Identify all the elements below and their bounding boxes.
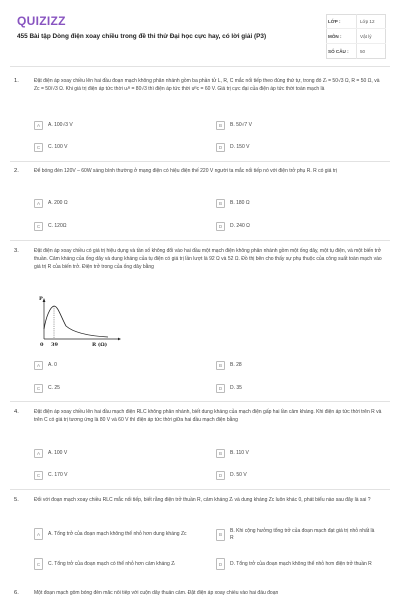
option-a[interactable] — [34, 121, 73, 130]
option-d[interactable] — [216, 471, 247, 480]
question-number: 4. — [14, 409, 19, 415]
x-axis-label: R (Ω) — [92, 342, 108, 347]
option-text: B. 180 Ω — [230, 200, 250, 207]
document-title: 455 Bài tập Dòng điện xoay chiều trong đề thi thử Đại học cực hay, có lời giải (P3) — [17, 33, 267, 40]
option-letter-box[interactable]: C — [34, 143, 43, 152]
origin-label: 0 — [40, 342, 44, 347]
question-text: Đặt điện áp xoay chiều lên hai đầu mạch điện RLC không phân nhánh, biết dung kháng của mạch điện gấp hai lần cảm kháng. Khi điện áp tức thời trên R và trên C có giá trị tương ứng là 80 V và 60 V thì điện áp tức thời giữa hai đầu mạch điện bằng — [34, 409, 382, 423]
option-text: B. Khi cộng hưởng tổng trở của đoạn mạch đạt giá trị nhỏ nhất là R — [230, 528, 375, 541]
meta-table — [326, 14, 386, 59]
meta-value: Vật lý — [360, 33, 372, 39]
question-number: 1. — [14, 78, 19, 84]
meta-row-subject — [326, 29, 386, 44]
option-c[interactable] — [34, 143, 67, 152]
question-number: 2. — [14, 168, 19, 174]
option-letter-box[interactable]: B — [216, 449, 225, 458]
option-letter-box[interactable]: A — [34, 449, 43, 458]
question-number: 6. — [14, 590, 19, 596]
option-letter-box[interactable]: D — [216, 143, 225, 152]
option-text: D. 240 Ω — [230, 223, 250, 230]
option-letter-box[interactable]: A — [34, 121, 43, 130]
option-letter-box[interactable]: B — [216, 361, 225, 370]
option-text: D. 50 V — [230, 472, 247, 479]
option-text: C. 170 V — [48, 472, 68, 479]
option-letter-box[interactable]: B — [216, 199, 225, 208]
option-text: B. 50√7 V — [230, 122, 252, 129]
option-text: A. Tổng trở của đoạn mạch không thể nhỏ hơn dung kháng Zᴄ — [48, 530, 187, 537]
option-b[interactable] — [216, 121, 252, 130]
option-b[interactable] — [216, 361, 242, 370]
option-text: B. 110 V — [230, 450, 249, 457]
option-text: D. Tổng trở của đoạn mạch không thể nhỏ hơn điện trở thuần R — [230, 560, 372, 567]
option-letter-box[interactable]: D — [216, 558, 225, 570]
question-number: 5. — [14, 497, 19, 503]
option-text: A. 100√3 V — [48, 122, 73, 129]
option-text: C. 100 V — [48, 144, 68, 151]
option-c[interactable] — [34, 384, 60, 393]
option-d[interactable] — [216, 222, 250, 231]
option-b[interactable] — [216, 199, 250, 208]
header-divider — [10, 66, 390, 67]
question-text: Một đoạn mạch gồm bóng đèn mắc nối tiếp với cuộn dây thuần cảm. Đặt điện áp xoay chiều vào hai đầu đoạn — [34, 590, 279, 596]
option-d[interactable] — [216, 143, 249, 152]
option-text: A. 0 — [48, 362, 57, 369]
option-a[interactable] — [34, 361, 57, 370]
question-divider — [10, 240, 390, 241]
question-divider — [10, 401, 390, 402]
option-text: C. Tổng trở của đoạn mạch có thể nhỏ hơn cảm kháng Zₗ — [48, 560, 176, 567]
option-letter-box[interactable]: B — [216, 121, 225, 130]
question-divider — [10, 161, 390, 162]
option-text: D. 35 — [230, 385, 242, 392]
option-text: D. 150 V — [230, 144, 250, 151]
option-letter-box[interactable]: A — [34, 199, 43, 208]
option-a[interactable] — [34, 449, 67, 458]
question-text: Đặt điện áp xoay chiều có giá trị hiệu dụng và tần số không đổi vào hai đầu một mạch điện không phân nhánh gồm một ống dây, một tụ điện, và một biến trở thuần. Cảm kháng của ống dây và dung kháng của tụ điện có giá trị lần lượt là 92 Ω và 52 Ω. Đồ thị bên cho thấy sự phụ thuộc của công suất toàn mạch vào giá trị R của biến trở. Điện trở trong của ống dây bằng — [34, 248, 382, 270]
option-text: B. 28 — [230, 362, 242, 369]
option-b[interactable] — [216, 449, 249, 458]
meta-row-grade — [326, 14, 386, 29]
meta-label: LỚP : — [328, 18, 341, 24]
option-text: C. 120Ω — [48, 223, 67, 230]
option-letter-box[interactable]: C — [34, 558, 43, 570]
option-letter-box[interactable]: C — [34, 222, 43, 231]
power-vs-resistance-graph — [34, 295, 124, 347]
option-d[interactable] — [216, 384, 242, 393]
option-letter-box[interactable]: A — [34, 361, 43, 370]
option-c[interactable] — [34, 558, 204, 570]
option-letter-box[interactable]: C — [34, 471, 43, 480]
option-d[interactable] — [216, 558, 386, 570]
question-text: Đặt điện áp xoay chiều lên hai đầu đoạn mạch không phân nhánh gồm ba phần tử L, R, C mắc nối tiếp theo đúng thứ tự, trong đó Zₗ = 50√3 Ω, R = 50 Ω, và Zᴄ = 50/√3 Ω. Khi giá trị điện áp tức thời uₗᴿ = 80√3 thì điện áp tức thời uᴿᴄ = 60 V. Giá trị cực đại của điện áp tức thời toàn mạch là — [34, 78, 380, 92]
option-a[interactable] — [34, 528, 204, 540]
option-letter-box[interactable]: A — [34, 528, 43, 540]
option-a[interactable] — [34, 199, 68, 208]
question-text: Để bóng đèn 120V – 60W sáng bình thường ở mạng điện có hiệu điện thế 220 V người ta mắc nối tiếp nó với điện trở phụ R. R có giá trị — [34, 168, 337, 174]
question-number: 3. — [14, 248, 19, 254]
option-letter-box[interactable]: D — [216, 471, 225, 480]
x-axis-arrow — [118, 338, 121, 341]
option-c[interactable] — [34, 222, 66, 231]
option-b[interactable] — [216, 528, 386, 541]
option-letter-box[interactable]: D — [216, 222, 225, 231]
option-text: A. 100 V — [48, 450, 68, 457]
document-header — [0, 0, 400, 64]
option-text: C. 25 — [48, 385, 60, 392]
option-letter-box[interactable]: B — [216, 529, 225, 541]
question-divider — [10, 489, 390, 490]
meta-label: SỐ CÂU : — [328, 49, 349, 54]
quizizz-logo: QUIZIZZ — [17, 14, 66, 28]
meta-row-count — [326, 44, 386, 59]
y-axis-arrow — [43, 298, 46, 302]
question-text: Đối với đoạn mạch xoay chiều RLC mắc nối tiếp, biết rằng điện trở thuần R, cảm kháng Zₗ và dung kháng Zᴄ luôn khác 0, phát biểu nào sau đây là sai ? — [34, 497, 371, 503]
option-letter-box[interactable]: D — [216, 384, 225, 393]
option-letter-box[interactable]: C — [34, 384, 43, 393]
power-curve — [44, 306, 108, 337]
meta-label: MÔN : — [328, 33, 342, 39]
x-tick-label: 39 — [51, 342, 58, 347]
meta-value: 50 — [360, 49, 366, 54]
option-text: A. 200 Ω — [48, 200, 68, 207]
option-c[interactable] — [34, 471, 67, 480]
meta-value: Lớp 12 — [360, 18, 375, 24]
y-axis-label: P — [39, 296, 43, 302]
